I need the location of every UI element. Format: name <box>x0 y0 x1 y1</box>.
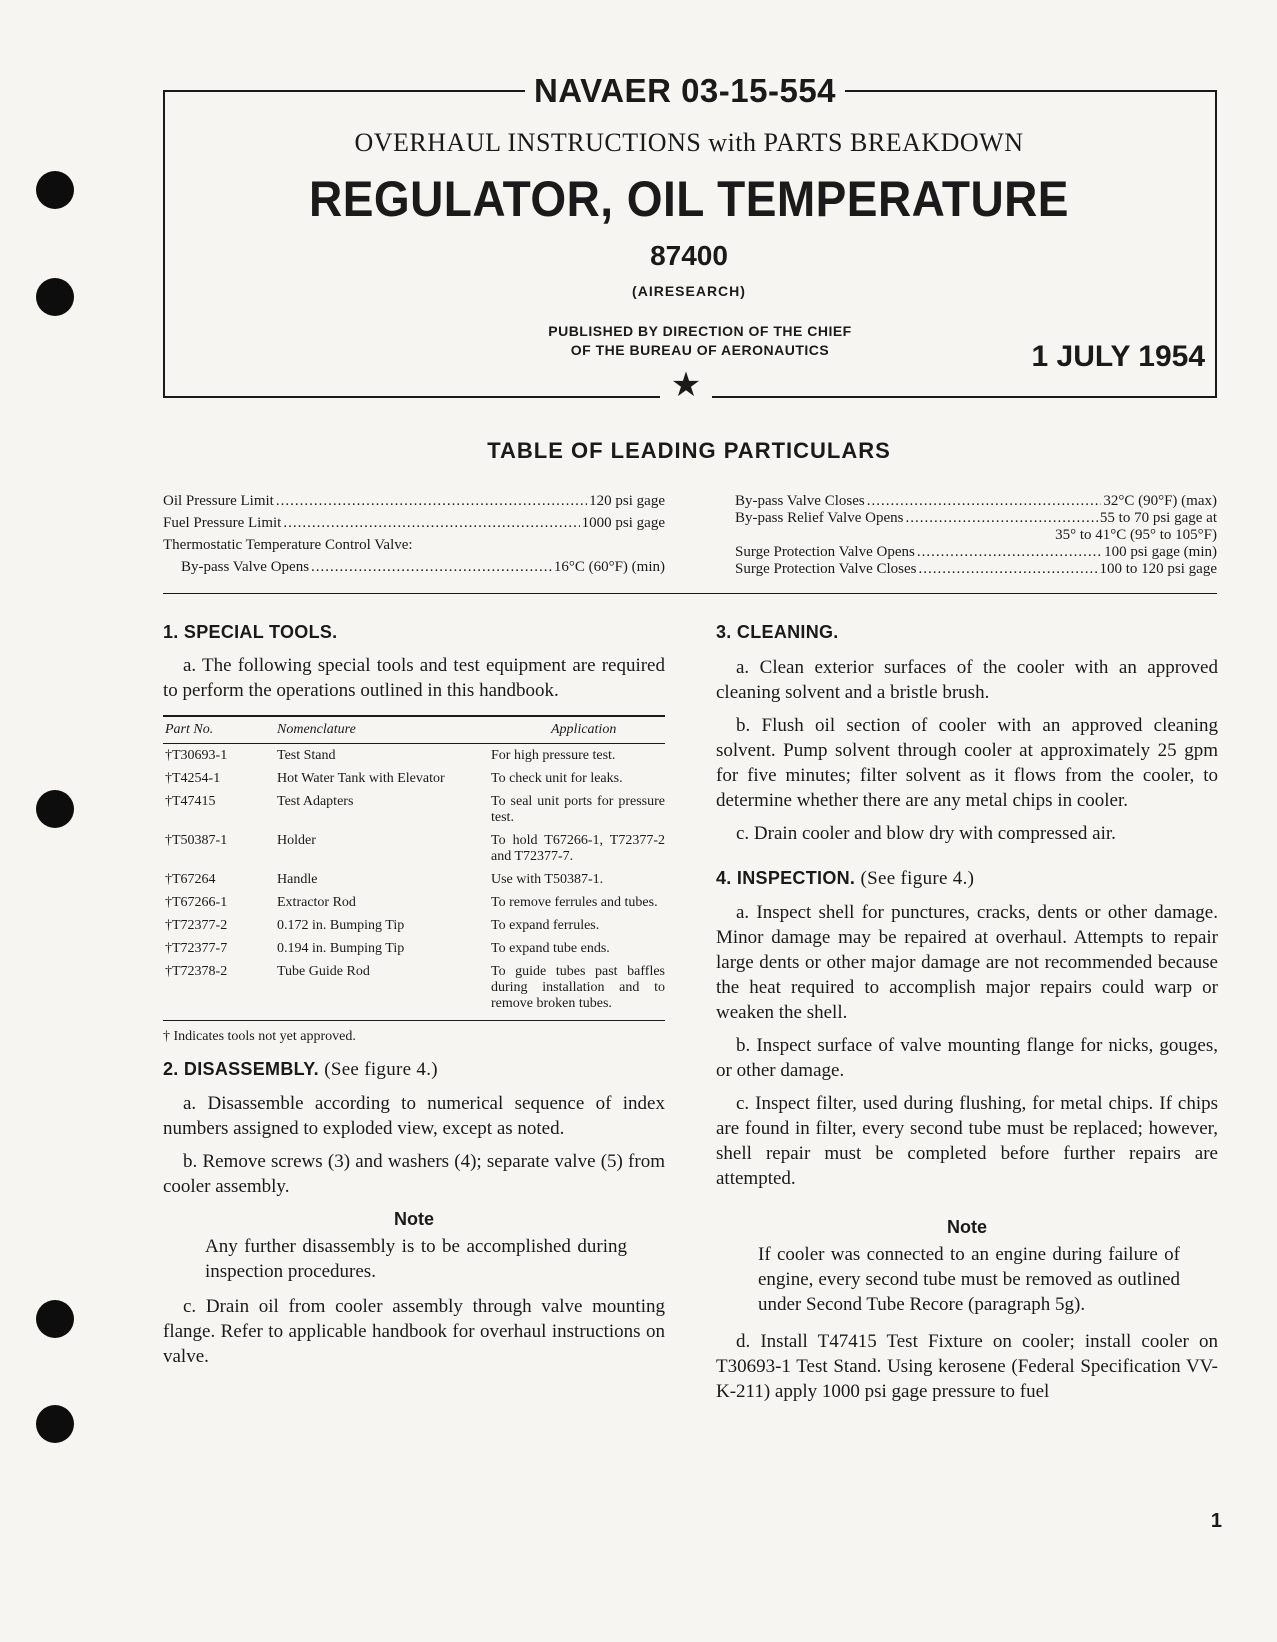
binder-hole <box>36 278 74 316</box>
column-header: Part No. <box>163 716 277 744</box>
leader-dots <box>283 515 579 532</box>
table-cell: Tube Guide Rod <box>277 960 491 1021</box>
particular-label: Surge Protection Valve Closes <box>735 561 917 577</box>
section-heading-inspection <box>716 868 1218 890</box>
cleaning-para-c: c. Drain cooler and blow dry with compressed air. <box>736 823 1116 844</box>
table-cell: 0.194 in. Bumping Tip <box>277 941 405 956</box>
particular-value: 100 to 120 psi gage <box>1099 561 1217 577</box>
particular-value: 100 psi gage (min) <box>1104 544 1217 560</box>
disassembly-para-c: c. Drain oil from cooler assembly through valve mounting flange. Refer to applicable handbook for overhaul instructions on valve. <box>163 1296 665 1367</box>
table-cell: Test Stand <box>277 748 336 763</box>
inspection-para-b: b. Inspect surface of valve mounting flange for nicks, gouges, or other damage. <box>716 1035 1218 1081</box>
table-cell: †T4254-1 <box>165 771 221 786</box>
manufacturer: (AIRESEARCH) <box>632 283 746 299</box>
particular-label: By-pass Relief Valve Opens <box>735 510 904 526</box>
table-cell: To check unit for leaks. <box>491 771 623 786</box>
table-cell: Extractor Rod <box>277 895 356 910</box>
table-cell: Test Adapters <box>277 794 354 809</box>
particular-value: 32°C (90°F) (max) <box>1103 493 1217 509</box>
disassembly-para-b: b. Remove screws (3) and washers (4); separate valve (5) from cooler assembly. <box>163 1151 665 1197</box>
leader-dots <box>311 559 552 576</box>
particular-label: Fuel Pressure Limit <box>163 515 282 531</box>
binder-hole <box>36 790 74 828</box>
leading-particulars-right <box>735 493 1217 578</box>
particular-row <box>735 510 1217 527</box>
disassembly-para-a: a. Disassemble according to numerical sequence of index numbers assigned to exploded view, except as noted. <box>163 1093 665 1139</box>
table-header-row <box>163 716 665 744</box>
table-row <box>163 914 665 937</box>
table-cell: To remove ferrules and tubes. <box>491 895 658 910</box>
right-column <box>716 622 1218 1404</box>
leader-dots <box>919 561 1098 578</box>
part-number: 87400 <box>650 240 728 271</box>
table-row <box>163 829 665 868</box>
column-header: Nomenclature <box>277 716 491 744</box>
published-by-line-2: OF THE BUREAU OF AERONAUTICS <box>570 342 830 358</box>
document-title: REGULATOR, OIL TEMPERATURE <box>309 171 1069 227</box>
section-heading-cleaning: 3. CLEANING. <box>716 622 839 642</box>
leader-dots <box>905 510 1097 527</box>
figure-reference: (See figure 4.) <box>860 868 975 889</box>
table-cell: To expand ferrules. <box>491 918 600 933</box>
table-row <box>163 790 665 829</box>
note-heading: Note <box>947 1217 987 1237</box>
particular-value: 55 to 70 psi gage at <box>1099 510 1217 526</box>
inspection-para-a: a. Inspect shell for punctures, cracks, dents or other damage. Minor damage may be repaired at overhaul. Attempts to repair large dents or other major damage are not recommended because the heat required to accomplish major repairs could warp or weaken the shell. <box>716 902 1218 1023</box>
star-icon: ★ <box>670 367 702 404</box>
binder-hole <box>36 1300 74 1338</box>
figure-reference: (See figure 4.) <box>324 1059 438 1080</box>
column-header: Application <box>491 716 665 744</box>
table-row <box>163 744 665 768</box>
particular-label: Thermostatic Temperature Control Valve: <box>163 537 413 553</box>
document-subtitle: OVERHAUL INSTRUCTIONS with PARTS BREAKDOWN <box>354 128 1024 157</box>
section-heading-special-tools: 1. SPECIAL TOOLS. <box>163 622 338 642</box>
particular-value: 1000 psi gage <box>581 515 665 531</box>
particular-value: 120 psi gage <box>589 493 665 509</box>
special-tools-para-a: a. The following special tools and test equipment are required to perform the operations outlined in this handbook. <box>163 655 665 701</box>
header-frame-top-right <box>845 90 1215 92</box>
section-heading-text: 2. DISASSEMBLY. <box>163 1059 319 1079</box>
particular-row <box>163 537 665 554</box>
table-cell: †T72377-7 <box>165 941 228 956</box>
table-cell: To hold T67266-1, T72377-2 and T72377-7. <box>491 833 665 864</box>
table-cell: Hot Water Tank with Elevator <box>277 771 445 786</box>
page-number: 1 <box>1210 1510 1222 1532</box>
particular-label: By-pass Valve Closes <box>735 493 865 509</box>
particular-value: 35° to 41°C (95° to 105°F) <box>1055 527 1217 543</box>
table-cell: 0.172 in. Bumping Tip <box>277 918 405 933</box>
particular-row <box>163 515 665 532</box>
published-by-line-1: PUBLISHED BY DIRECTION OF THE CHIEF <box>548 323 852 339</box>
section-heading-text: 4. INSPECTION. <box>716 868 856 888</box>
particular-row <box>735 544 1217 561</box>
table-cell: †T67266-1 <box>165 895 228 910</box>
binder-hole <box>36 171 74 209</box>
table-footnote: † Indicates tools not yet approved. <box>163 1029 356 1044</box>
table-row <box>163 868 665 891</box>
inspection-para-c: c. Inspect filter, used during flushing, for metal chips. If chips are found in filter, every second tube must be replaced; however, shell repair must be completed before further repairs are attempted. <box>716 1093 1218 1189</box>
particular-label: Surge Protection Valve Opens <box>735 544 915 560</box>
cleaning-para-a: a. Clean exterior surfaces of the cooler with an approved cleaning solvent and a bristle brush. <box>716 657 1218 703</box>
cleaning-para-b: b. Flush oil section of cooler with an approved cleaning solvent. Pump solvent through cooler at approximately 25 gpm for five minutes; filter solvent as it flows from the cooler, to determine whether there are any metal chips in cooler. <box>716 715 1218 811</box>
table-cell: †T72378-2 <box>163 960 277 1021</box>
note-text: If cooler was connected to an engine during failure of engine, every second tube must be removed as outlined under Second Tube Recore (paragraph 5g). <box>758 1244 1180 1315</box>
table-cell: †T47415 <box>165 794 216 809</box>
particular-value: 16°C (60°F) (min) <box>553 559 665 575</box>
table-row <box>163 891 665 914</box>
leader-dots <box>867 493 1102 510</box>
particular-row <box>735 493 1217 510</box>
table-cell: Holder <box>277 833 316 848</box>
particular-row <box>735 561 1217 578</box>
section-divider <box>163 593 1217 594</box>
published-by <box>500 322 900 360</box>
table-row <box>163 767 665 790</box>
table-cell: †T67264 <box>165 872 216 887</box>
leader-dots <box>276 493 587 510</box>
table-cell: Handle <box>277 872 318 887</box>
inspection-para-d: d. Install T47415 Test Fixture on cooler; install cooler on T30693-1 Test Stand. Using kerosene (Federal Specification VV-K-211) apply 1000 psi gage pressure to fuel <box>716 1331 1218 1402</box>
table-cell: To guide tubes past baffles during installation and to remove broken tubes. <box>491 960 665 1021</box>
header-frame-top-left <box>163 90 525 92</box>
table-row <box>163 937 665 960</box>
leading-particulars-left <box>163 493 665 576</box>
table-cell: Use with T50387-1. <box>491 872 604 887</box>
particular-label: By-pass Valve Opens <box>181 559 310 575</box>
table-cell: To expand tube ends. <box>491 941 610 956</box>
publication-date: 1 JULY 1954 <box>1031 340 1205 373</box>
table-cell: †T50387-1 <box>165 833 228 848</box>
particular-row <box>163 493 665 510</box>
particular-row <box>163 559 665 576</box>
note-text: Any further disassembly is to be accomplished during inspection procedures. <box>205 1236 627 1282</box>
table-cell: †T72377-2 <box>165 918 228 933</box>
table-cell: To seal unit ports for pressure test. <box>491 794 665 825</box>
particular-label: Oil Pressure Limit <box>163 493 274 509</box>
table-cell: †T30693-1 <box>165 748 228 763</box>
particular-row <box>735 527 1217 544</box>
left-column <box>163 622 665 1369</box>
leader-dots <box>917 544 1102 561</box>
document-number: NAVAER 03-15-554 <box>533 72 837 109</box>
binder-hole <box>36 1405 74 1443</box>
special-tools-table <box>163 715 665 1021</box>
leading-particulars-title: TABLE OF LEADING PARTICULARS <box>487 438 891 463</box>
table-row <box>163 960 665 1021</box>
section-heading-disassembly <box>163 1059 665 1081</box>
table-cell: For high pressure test. <box>491 748 616 763</box>
note-heading: Note <box>394 1209 434 1229</box>
